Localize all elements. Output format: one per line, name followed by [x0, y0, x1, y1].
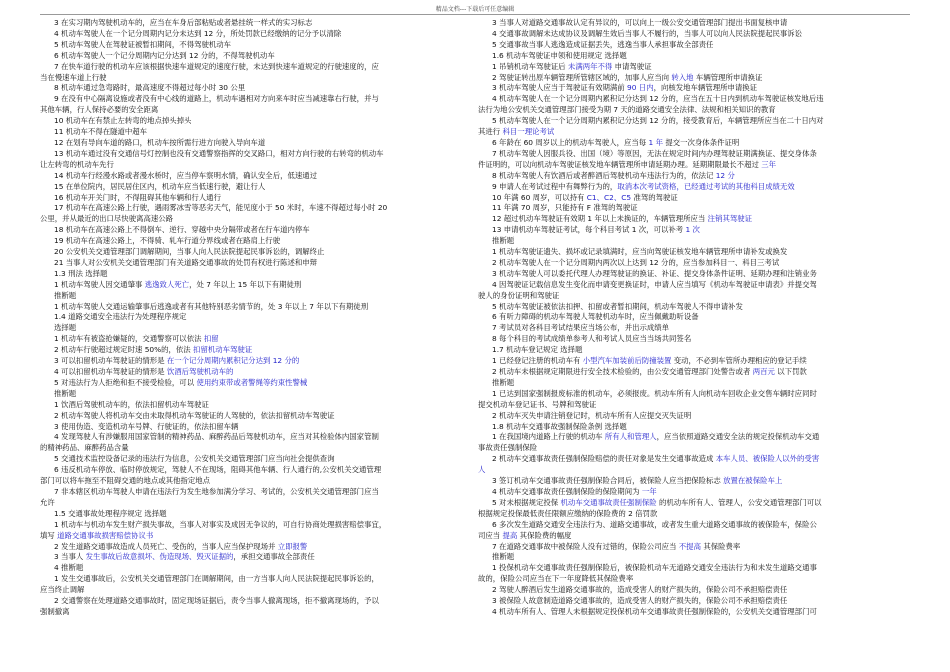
- text-segment: 2 驾驶证转出原车辆管理所管辖区域的，加事人应当向: [492, 72, 672, 82]
- text-segment: 4 因驾驶证记载信息发生变化而申请变更换证时，申请人应当填写《机动车驾驶证申请表》并提交驾: [492, 279, 817, 289]
- text-line: [40, 574, 472, 585]
- text-segment: 7 在道路交通事故中被保险人没有过错的，保险公司应当: [492, 541, 679, 551]
- text-segment: 2 机动车驾驶人将机动车交由未取得机动车驾驶证的人驾驶的，依法扣留机动车驾驶证: [54, 410, 335, 420]
- text-line: [40, 258, 472, 269]
- text-line: [478, 596, 910, 607]
- text-segment: 13 申请机动车驾驶证考试，每个科目考试 1 次，可以补考: [492, 225, 686, 235]
- text-segment: 1 机动车有被盗抢嫌疑的，交通警察可以依法: [54, 334, 204, 344]
- text-segment: 5 交通事故当事人逃逸造成证据丢失，逃逸当事人承担事故全部责任: [492, 39, 714, 49]
- text-line: [478, 520, 910, 531]
- text-segment: 3 签订机动车交通事故责任强制保险合同后，被保险人应当把保险标志: [492, 476, 724, 486]
- text-segment: 1 机动车驾驶人交通运输肇事后逃逸或者有其他特别恶劣情节的，处 3 年以上 7 年以下有期徒刑: [54, 301, 369, 311]
- text-segment: 提交机动车登记证书、号牌和驾驶证: [478, 399, 597, 409]
- text-segment: 7 非本辖区机动车驾驶人申请在违法行为发生地参加满分学习、考试的，公安机关交通管理部门应当: [54, 486, 379, 496]
- text-line: [478, 127, 910, 138]
- text-line: [478, 476, 910, 487]
- text-line: [478, 225, 910, 236]
- answer-highlight: 饮酒后驾驶机动车的: [166, 367, 234, 376]
- text-line: [478, 552, 910, 563]
- text-line: [40, 509, 472, 520]
- text-segment: 4 机动车驾驶人在一个记分周期内累积记分达到 12 分的，应当在五十日内到机动车驾驶证核发地后违: [492, 94, 824, 104]
- text-segment: 2 驾驶人醉酒后发生道路交通事故的，造成受害人的财产损失的，保险公司不承担赔偿责任: [492, 585, 788, 595]
- answer-highlight: 机动车交通事故责任强制保险: [560, 497, 657, 507]
- text-segment: 9 在没有中心隔离设施或者没有中心线的道路上，机动车遇相对方向来车时应当减速靠右行驶，并与: [54, 94, 379, 104]
- text-line: [40, 465, 472, 476]
- text-line: [478, 345, 910, 356]
- answer-highlight: 转入地: [671, 72, 694, 82]
- text-line: [40, 105, 472, 116]
- text-line: [478, 378, 910, 389]
- text-segment: 19 机动车在高速公路上，不得骑、轧车行道分界线或者在路肩上行驶: [54, 236, 281, 246]
- left-column: [40, 18, 472, 618]
- text-segment: 4 机动车交通事故责任强制保险的保险期间为: [492, 486, 642, 496]
- answer-highlight: 使用约束带或者警绳等约束性警械: [196, 377, 308, 387]
- text-segment: 1 机动车与机动车发生财产损失事故，当事人对事实及成因无争议的，可自行协商处理损害赔偿事宜，: [54, 519, 387, 529]
- text-segment: 3 可以扣留机动车驾驶证的情形是: [54, 356, 167, 366]
- text-segment: 其他车辆，行人保持必要的安全距离: [40, 105, 159, 115]
- text-line: [40, 193, 472, 204]
- text-line: [478, 389, 910, 400]
- text-segment: 司应当: [478, 530, 503, 540]
- text-segment: ，处 7 年以上 15 年以下有期徒刑: [189, 279, 302, 289]
- text-segment: 6 机动车驾驶人一个记分周期内记分达到 12 分的，不得驾驶机动车: [54, 50, 275, 60]
- text-line: [478, 607, 910, 618]
- text-segment: 件证明的，可以向机动车驾驶证核发地车辆管理所申请延期办理。延期期限最长不超过: [478, 159, 762, 169]
- text-line: [40, 367, 472, 378]
- text-line: [478, 563, 910, 574]
- text-segment: 1 吊销机动车驾驶证后: [492, 61, 568, 71]
- text-segment: 15 在单位院内，居民居住区内，机动车应当低速行驶，避让行人: [54, 181, 266, 191]
- text-line: [478, 443, 910, 454]
- text-segment: 1 机动车驾驶证遗失、损坏或记录填满时，应当向驾驶证核发地车辆管理所申请补发或换发: [492, 247, 788, 257]
- text-line: [478, 193, 910, 204]
- text-line: [478, 160, 910, 171]
- text-segment: 应当终止调解: [40, 585, 85, 595]
- answer-highlight: 1 次: [685, 225, 700, 235]
- text-segment: 2 机动车驾驶人在一个记分周期内两次以上达到 12 分的，应当参加科目一、科目三考试: [492, 257, 780, 267]
- text-segment: 3 被保险人故意制造道路交通事故的，造成受害人的财产损失的，保险公司不承担赔偿责任: [492, 596, 788, 606]
- text-segment: 允许: [40, 497, 55, 507]
- text-line: [40, 476, 472, 487]
- text-line: [478, 214, 910, 225]
- text-segment: 推断题: [492, 552, 515, 562]
- text-segment: 5 交通技术监控设备记录的违法行为信息，公安机关交通管理部门应当向社会提供查询: [54, 454, 335, 464]
- text-segment: ，承担交通事故全部责任: [233, 552, 315, 562]
- answer-highlight: 12 分: [715, 170, 735, 180]
- header-divider: [40, 14, 910, 15]
- text-line: [40, 214, 472, 225]
- text-segment: 5 机动车驾驶人在一个记分周期内累积记分达到 12 分的，接受教育后，车辆管理所应当在二十日内对: [492, 116, 824, 126]
- text-segment: 1 在我国境内道路上行驶的机动车: [492, 432, 605, 442]
- text-line: [478, 585, 910, 596]
- text-segment: 选择题: [54, 323, 77, 333]
- answer-highlight: 取消本次考试资格，已经通过考试的其他科目成绩无效: [617, 181, 795, 191]
- text-segment: 4 可以扣留机动车驾驶证的情形是: [54, 367, 167, 376]
- text-line: [40, 83, 472, 94]
- text-segment: 6 多次发生道路交通安全违法行为、道路交通事故，或者发生重大道路交通事故的被保险车，保险公: [492, 519, 817, 529]
- text-line: [40, 225, 472, 236]
- text-segment: 其保险费的幅度: [517, 530, 572, 540]
- text-line: [40, 334, 472, 345]
- text-segment: 8 每个科目的考试成绩单参考人和考试人员应当当场共同签名: [492, 334, 692, 344]
- text-segment: 1.7 机动车登记规定 选择题: [492, 345, 583, 355]
- text-segment: 的精神药品、麻醉药品含量: [40, 443, 129, 453]
- text-line: [40, 149, 472, 160]
- answer-highlight: 90 日内: [627, 83, 654, 93]
- text-segment: 事故责任强制保险: [478, 443, 538, 453]
- text-segment: 8 机动车驾驶人有饮酒后或者醉酒后驾驶机动车违法行为的，依法记: [492, 170, 716, 180]
- text-line: [40, 312, 472, 323]
- text-segment: 2 发生道路交通事故造成人员死亡、受伤的，当事人应当保护现场并: [54, 541, 278, 551]
- text-segment: 1.8 机动车交通事故强制保险条例 选择题: [492, 421, 627, 431]
- text-segment: 12 在划有导向车道的路口，机动车按所需行进方向驶入导向车道: [54, 137, 266, 147]
- text-segment: ，向核发地车辆管理所申请换证: [653, 83, 758, 93]
- text-segment: 推断题: [54, 388, 77, 398]
- text-line: [478, 531, 910, 542]
- text-line: [40, 323, 472, 334]
- answer-highlight: 立即报警: [277, 541, 308, 551]
- text-line: [40, 563, 472, 574]
- text-line: [40, 422, 472, 433]
- text-line: [40, 411, 472, 422]
- text-line: [478, 312, 910, 323]
- answer-highlight: 科目一理论考试: [502, 127, 555, 137]
- text-line: [478, 116, 910, 127]
- text-segment: 5 对违法行为人拒绝和拒不接受检验，可以: [54, 377, 197, 387]
- text-segment: 1.4 道路交通安全违法行为处理程序规定: [54, 312, 187, 322]
- answer-highlight: 在一个记分周期内累积记分达到 12 分的: [166, 356, 300, 366]
- right-column: [478, 18, 910, 618]
- text-segment: 6 有听力障碍的机动车驾驶人驾驶机动车时，应当佩戴助听设备: [492, 312, 699, 322]
- text-segment: 9 申请人在考试过程中有舞弊行为的，: [492, 181, 618, 191]
- text-line: [478, 323, 910, 334]
- text-segment: 让左转弯的机动车先行: [40, 159, 114, 169]
- answer-highlight: 发生事故后故意损坏、伪造现场、毁灭证据的: [85, 552, 234, 562]
- text-line: [40, 378, 472, 389]
- text-segment: 8 机动车通过急弯路时，最高速度不得超过每小时 30 公里: [54, 83, 246, 93]
- text-segment: 3 当事人: [54, 552, 86, 562]
- text-segment: ，应当依照道路交通安全法的规定投保机动车交通: [656, 432, 820, 442]
- text-segment: 7 机动车驾驶人因服兵役、出国（境）等原因，无法在规定时间内办理驾驶证期满换证、提交身体条: [492, 148, 817, 158]
- text-line: [478, 83, 910, 94]
- text-segment: 其进行: [478, 127, 503, 137]
- answer-highlight: 道路交通事故损害赔偿协议书: [57, 530, 154, 540]
- answer-highlight: 放置在被保险车上: [723, 476, 783, 486]
- text-segment: 3 在实习期内驾驶机动车的，应当在车身后部粘贴或者悬挂统一样式的实习标志: [54, 18, 313, 27]
- text-segment: 12 超过机动车驾驶证有效期 1 年以上未换证的，车辆管理所应当: [492, 214, 708, 224]
- page-header: 精品文档---下载后可任意编辑: [435, 6, 515, 13]
- text-line: [478, 258, 910, 269]
- text-line: [40, 236, 472, 247]
- text-segment: 11 年满 70 周岁，只能持有 F 准驾的驾驶证: [492, 203, 638, 213]
- text-line: [40, 73, 472, 84]
- text-line: [478, 432, 910, 443]
- text-line: [40, 432, 472, 443]
- text-line: [40, 487, 472, 498]
- text-line: [40, 127, 472, 138]
- text-segment: 故的，保险公司应当在下一年度降低其保险费率: [478, 574, 634, 584]
- text-line: [40, 585, 472, 596]
- text-line: [478, 367, 910, 378]
- text-line: [478, 487, 910, 498]
- text-line: [40, 596, 472, 607]
- answer-highlight: 扣留: [203, 334, 219, 344]
- text-line: [478, 171, 910, 182]
- text-line: [478, 411, 910, 422]
- text-segment: 1.6 机动车驾驶证申领和使用规定 选择题: [492, 50, 627, 60]
- text-line: [478, 94, 910, 105]
- answer-highlight: 不提高: [678, 541, 701, 551]
- text-segment: 7 考试员对各科目考试结果应当场公布，并出示成绩单: [492, 323, 670, 333]
- answer-highlight: 扣留机动车驾驶证: [193, 345, 253, 355]
- text-segment: 1 已达到国家强制报废标准的机动车，必须报废。机动车所有人向机动车回收企业交售车辆时应同时: [492, 388, 817, 398]
- text-line: [478, 73, 910, 84]
- text-line: [478, 574, 910, 585]
- text-segment: 6 年龄在 60 周岁以上的机动车驾驶人，应当每: [492, 137, 649, 147]
- text-segment: 4 机动车驾驶人在一个记分周期内记分未达到 12 分，所处罚款已经缴纳的记分予以清除: [54, 28, 342, 38]
- text-line: [478, 542, 910, 553]
- text-segment: 1 机动车驾驶人因交通肇事: [54, 279, 145, 289]
- text-line: [40, 138, 472, 149]
- text-line: [478, 51, 910, 62]
- text-segment: 提交一次身体条件证明: [663, 137, 740, 147]
- text-segment: 5 对未根据规定投保: [492, 497, 561, 507]
- text-line: [478, 18, 910, 29]
- text-segment: 2 机动车交通事故责任强制保险赔偿的责任对象是发生交通事故造成: [492, 454, 716, 464]
- text-segment: 推断题: [54, 290, 77, 300]
- answer-highlight: 小型汽车加装前后防撞装置: [582, 356, 672, 366]
- text-line: [40, 531, 472, 542]
- text-line: [40, 203, 472, 214]
- text-segment: 其保险费率: [700, 541, 741, 551]
- text-line: [478, 29, 910, 40]
- text-segment: 2 机动车未根据规定期限进行安全技术检验的，由公安交通管理部门处警告或者: [492, 367, 753, 376]
- text-line: [478, 203, 910, 214]
- text-line: [40, 520, 472, 531]
- text-segment: 3 机动车驾驶人可以委托代理人办理驾驶证的换证、补证、提交身体条件证明、延期办理和注销业务: [492, 268, 817, 278]
- text-segment: 2 交通警察在处理道路交通事故时，固定现场证据后，责令当事人撤离现场，拒不撤离现场的，予以: [54, 596, 379, 606]
- text-line: [40, 171, 472, 182]
- answer-highlight: 两百元: [752, 367, 775, 376]
- text-segment: 申请驾驶证: [612, 61, 652, 71]
- text-line: [40, 18, 472, 29]
- text-line: [478, 454, 910, 465]
- answer-highlight: 注销其驾驶证: [707, 214, 753, 224]
- text-segment: 1 投保机动车交通事故责任强制保险后，被保险机动车无道路交通安全违法行为和未发生道路交通事: [492, 563, 817, 573]
- text-segment: 1 饮酒后驾驶机动车的，依法扣留机动车驾驶证: [54, 399, 209, 409]
- text-segment: 驶人的身份证明和驾驶证: [478, 290, 560, 300]
- text-segment: 推断题: [492, 377, 515, 387]
- text-line: [478, 149, 910, 160]
- text-segment: 21 当事人对公安机关交通管理部门有关道路交通事故的处罚有权进行陈述和申辩: [54, 257, 318, 267]
- text-segment: 填写: [40, 530, 58, 540]
- text-line: [40, 182, 472, 193]
- text-line: [40, 552, 472, 563]
- text-line: [40, 542, 472, 553]
- text-segment: 2 机动车灭失申请注销登记时，机动车所有人应提交灭失证明: [492, 410, 692, 420]
- text-line: [40, 498, 472, 509]
- text-segment: 1.5 交通事故处理程序规定 选择题: [54, 508, 167, 518]
- text-line: [40, 51, 472, 62]
- text-line: [478, 62, 910, 73]
- text-segment: 部门可以将车拖至不阻碍交通的地点或其他指定地点: [40, 476, 210, 486]
- text-line: [40, 269, 472, 280]
- answer-highlight: 人: [478, 465, 486, 475]
- text-line: [478, 138, 910, 149]
- text-segment: 公里，并从最近的出口尽快驶离高速公路: [40, 214, 174, 224]
- text-segment: 10 机动车在有禁止左转弯的地点掉头掉头: [54, 116, 192, 126]
- answer-highlight: 提高: [502, 530, 518, 540]
- text-line: [40, 400, 472, 411]
- text-line: [478, 334, 910, 345]
- text-segment: 7 在快车道行驶的机动车应该根据快速车道规定的速度行驶，未达到快速车道规定的行驶速度的，应: [54, 61, 379, 71]
- answer-highlight: C1、C2、C5: [586, 192, 632, 202]
- text-segment: 10 年满 60 周岁，可以持有: [492, 192, 587, 202]
- text-line: [40, 247, 472, 258]
- text-line: [478, 422, 910, 433]
- text-segment: 4 发现驾驶人有涉嫌服用国家管制的精神药品、麻醉药品后驾驶机动车，应当对其检验体内国家管制: [54, 432, 379, 442]
- text-line: [40, 454, 472, 465]
- text-segment: 3 使用伪造、变造机动车号牌、行驶证的，依法扣留车辆: [54, 421, 239, 431]
- text-segment: 当在慢速车道上行驶: [40, 72, 107, 82]
- text-line: [40, 280, 472, 291]
- text-segment: 5 机动车驾驶证被依法扣押、扣留或者暂扣期间，机动车驾驶人不得申请补发: [492, 301, 743, 311]
- text-line: [40, 29, 472, 40]
- text-segment: 1 发生交通事故后，公安机关交通管理部门在调解期间，由一方当事人向人民法院提起民事诉讼的，: [54, 574, 379, 584]
- text-segment: 3 当事人对道路交通事故认定有异议的，可以向上一级公安交通管理部门提出书面复核申请: [492, 18, 788, 27]
- answer-highlight: 一年: [641, 486, 657, 496]
- text-line: [40, 607, 472, 618]
- text-segment: 18 机动车在高速公路上不得倒车、逆行、穿越中央分隔带或者在行车道内停车: [54, 225, 310, 235]
- text-segment: 1 已经登记注册的机动车有: [492, 356, 583, 366]
- text-line: [478, 280, 910, 291]
- text-line: [478, 302, 910, 313]
- text-line: [478, 356, 910, 367]
- text-segment: 3 机动车驾驶人应当于驾驶证有效期满前: [492, 83, 628, 93]
- text-line: [478, 400, 910, 411]
- text-segment: 根据规定投保最低责任限额应缴纳的保险费的 2 倍罚款: [478, 508, 658, 518]
- text-segment: 17 机动车在高速公路上行驶，遇雨雾冰雪等恶劣天气，能见度小于 50 米时，车速不得超过每小时 20: [54, 203, 388, 213]
- text-line: [478, 498, 910, 509]
- text-line: [40, 291, 472, 302]
- text-line: [478, 465, 910, 476]
- text-line: [40, 40, 472, 51]
- answer-highlight: 逃逸致人死亡: [144, 279, 190, 289]
- text-segment: 强制撤离: [40, 606, 70, 616]
- answer-highlight: 未满两年不得: [567, 61, 613, 71]
- text-segment: 4 机动车所有人、管理人未根据规定投保机动车交通事故责任强制保险的，公安机关交通管理部门可: [492, 606, 817, 616]
- text-segment: 的机动车所有人、管理人，公安交通管理部门可以: [656, 497, 822, 507]
- text-segment: 11 机动车不得在隧道中超车: [54, 127, 148, 137]
- text-line: [40, 345, 472, 356]
- text-line: [40, 389, 472, 400]
- answer-highlight: 本车人员、被保险人以外的受害: [715, 454, 820, 464]
- text-line: [478, 182, 910, 193]
- text-segment: 推断题: [492, 236, 515, 246]
- text-line: [40, 356, 472, 367]
- text-segment: 16 机动车开关门时，不得阻碍其他车辆和行人通行: [54, 192, 221, 202]
- text-segment: 13 机动车通过没有交通信号灯控制也没有交通警察指挥的交叉路口，相对方向行驶的右转弯的机动车: [54, 148, 384, 158]
- text-line: [478, 236, 910, 247]
- text-line: [40, 116, 472, 127]
- text-segment: 14 机动车行经漫水路或者漫水桥时，应当停车察明水情，确认安全后，低速通过: [54, 170, 318, 180]
- text-segment: 4 交通事故调解未达成协议及调解生效后当事人不履行的，当事人可以向人民法院提起民事诉讼: [492, 28, 803, 38]
- text-segment: 6 违反机动车停放、临时停放规定，驾驶人不在现场，阻碍其他车辆、行人通行的,公安机关交通管理: [54, 465, 382, 475]
- text-line: [40, 62, 472, 73]
- text-segment: 法行为地公安机关交通管理部门接受为期 7 天的道路交通安全法律、法规和相关知识的教育: [478, 105, 776, 115]
- text-segment: 以下罚款: [774, 367, 807, 376]
- text-line: [478, 247, 910, 258]
- text-line: [478, 105, 910, 116]
- text-line: [478, 509, 910, 520]
- answer-highlight: 所有人和管理人: [604, 432, 657, 442]
- text-segment: 车辆管理所申请换证: [693, 72, 763, 82]
- text-segment: 5 机动车驾驶人在驾驶证被暂扣期间，不得驾驶机动车: [54, 39, 232, 49]
- text-segment: 2 机动车行驶超过规定时速 50%的，依法: [54, 345, 194, 355]
- text-line: [478, 40, 910, 51]
- text-line: [478, 291, 910, 302]
- text-line: [40, 443, 472, 454]
- text-segment: 4 推断题: [54, 563, 84, 573]
- text-segment: 变动，不必到车管所办理相应的登记手续: [671, 356, 807, 366]
- text-line: [40, 94, 472, 105]
- text-segment: 1.3 刑法 选择题: [54, 268, 108, 278]
- text-line: [40, 302, 472, 313]
- answer-highlight: 1 年: [648, 137, 663, 147]
- text-segment: 20 公安机关交通管理部门调解期间，当事人向人民法院提起民事诉讼的，调解终止: [54, 247, 325, 257]
- text-line: [40, 160, 472, 171]
- answer-highlight: 三年: [761, 159, 776, 169]
- text-segment: 准驾的驾驶证: [631, 192, 678, 202]
- text-line: [478, 269, 910, 280]
